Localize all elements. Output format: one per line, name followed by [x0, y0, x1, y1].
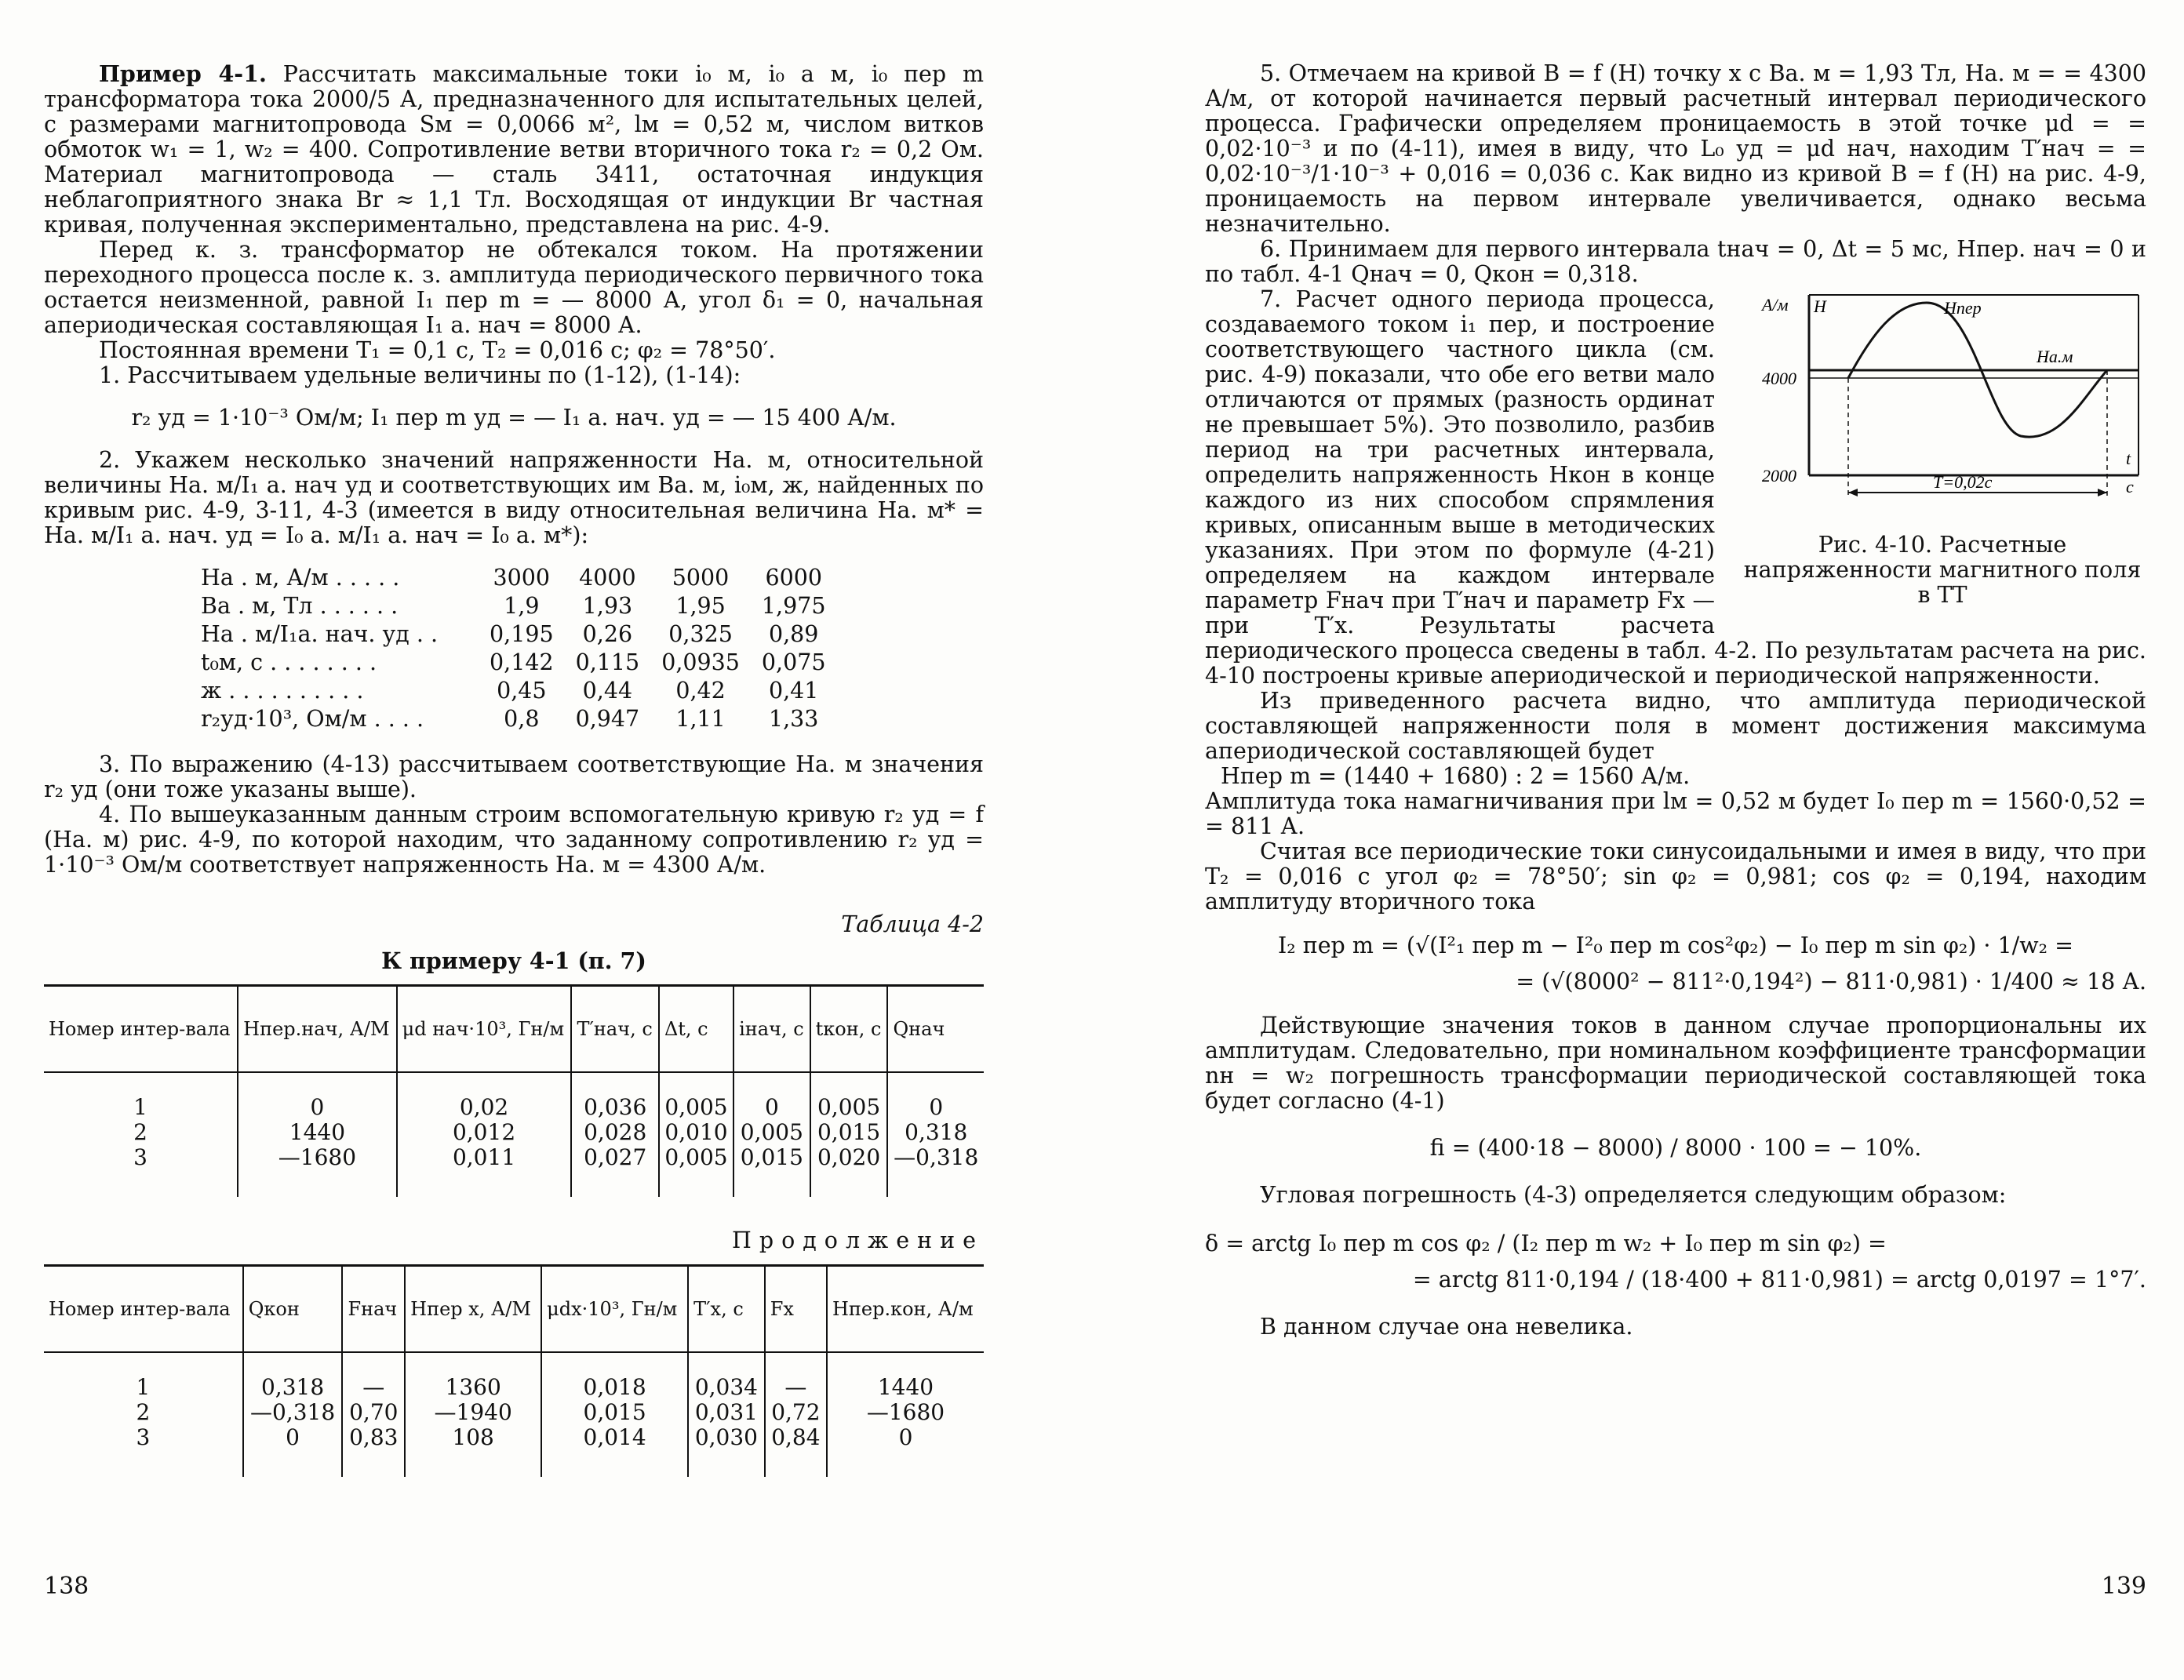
page-number-right: 139: [2101, 1573, 2146, 1600]
values-table-cell: 0,947: [575, 706, 640, 732]
values-table-cell: 0,45: [497, 678, 547, 704]
formula-fi: fi = (400·18 − 8000) / 8000 · 100 = − 10%.: [1429, 1135, 1922, 1161]
table-cell: [810, 1072, 888, 1197]
table-cell-value: 0: [898, 1424, 913, 1450]
table-cell-value: 0,027: [584, 1144, 647, 1170]
table-header-cell: tкон, с: [810, 986, 888, 1073]
values-table-cell: 0,325: [668, 621, 733, 647]
table-cell-value: —1680: [278, 1144, 357, 1170]
values-table-cell: 5000: [672, 565, 730, 591]
table-cell: [733, 1072, 810, 1197]
values-table-row: [201, 564, 837, 592]
table-cell-value: 108: [452, 1424, 494, 1450]
formula-i2-line1: I₂ пер m = (√(I²₁ пер m − I²₀ пер m cos²φ₂) − I₀ пер m sin φ₂) · 1/w₂ =: [1277, 933, 2074, 958]
table-cell-value: 0,318: [260, 1374, 325, 1400]
paragraph-step6: 6. Принимаем для первого интервала tнач = 0, Δt = 5 мс, Hпер. нач = 0 и по табл. 4-1 Qнач = 0, Qкон = 0,318.: [1205, 236, 2146, 287]
table-cell-value: 0: [310, 1094, 325, 1120]
values-table-cell: Bа . м, Тл . . . . . .: [201, 593, 399, 619]
paragraph-precondition: Перед к. з. трансформатор не обтекался током. На протяжении переходного процесса после к. з. амплитуда периодического первичного тока остается неизменной, равной I₁ пер m = — 8000 А, угол δ₁ = 0, начальная апериодическая составляющая I₁ а. нач = 8000 А.: [44, 237, 984, 338]
table-cell-value: 0,010: [664, 1119, 728, 1145]
values-table-cell: 1,95: [675, 593, 726, 619]
table-cell-value: —: [784, 1374, 807, 1400]
values-table: [201, 564, 837, 733]
table-cell-value: 1440: [289, 1119, 346, 1145]
table-cell: [688, 1352, 765, 1477]
paragraph-step7: 7. Расчет одного периода процесса, создаваемого током i₁ пер, и построение соответствующего частного цикла (см. рис. 4-9) показали, что обе его ветви мало отличаются от прямых (разность ординат не превышает 5%). Это позволило, разбив период на три расчетных интервала, определить напряженность Hкон в конце каждого из них способом спрямления кривых, описанным выше в методических указаниях. При этом по формуле (4-21) определяем на каждом интервале параметр Fнач при T′нач и параметр Fx — при T′x. Результаты расчета периодического процесса сведены в табл. 4-2. По результатам расчета на рис. 4-10 построены кривые апериодической и периодической напряженности.: [1205, 286, 2146, 689]
table-header-cell: Fнач: [342, 1266, 405, 1353]
paragraph-sinusoidal: Считая все периодические токи синусоидальными и имея в виду, что при T₂ = 0,016 с угол φ₂ = 78°50′; sin φ₂ = 0,981; cos φ₂ = 0,194, находим амплитуду вторичного тока: [1205, 838, 2146, 915]
table-cell: [765, 1352, 827, 1477]
example-paragraph: [44, 61, 984, 238]
table-header-cell: μdx·10³, Гн/м: [541, 1266, 688, 1353]
interval-table-2: [44, 1264, 984, 1477]
table-cell-value: 0,031: [694, 1399, 758, 1425]
table-title: К примеру 4-1 (п. 7): [381, 947, 646, 974]
paragraph-angular-error: Угловая погрешность (4-3) определяется следующим образом:: [1260, 1182, 2007, 1208]
values-table-cell: 0,44: [582, 678, 633, 704]
paragraph-conclusion: Из приведенного расчета видно, что амплитуда периодической составляющей напряженности поля в момент достижения максимума апериодической составляющей будет: [1205, 688, 2146, 764]
table-header-cell: Δt, с: [659, 986, 733, 1073]
table-row: [44, 1072, 984, 1197]
paragraph-step4: 4. По вышеуказанным данным строим вспомогательную кривую r₂ уд = f (Hа. м) рис. 4-9, по которой находим, что заданному сопротивлению r₂ уд = 1·10⁻³ Ом/м соответствует напряженность Hа. м = 4300 А/м.: [44, 802, 984, 878]
table-cell-value: 0,030: [694, 1424, 758, 1450]
table-cell: [571, 1072, 658, 1197]
table-header-cell: T′x, с: [688, 1266, 765, 1353]
paragraph-step1: 1. Рассчитываем удельные величины по (1-12), (1-14):: [99, 362, 741, 388]
table-cell: [659, 1072, 733, 1197]
values-table-cell: 1,9: [504, 593, 540, 619]
table-cell-value: 0,036: [584, 1094, 647, 1120]
table-header-cell: T′нач, с: [571, 986, 658, 1073]
table-header-cell: μd нач·10³, Гн/м: [397, 986, 572, 1073]
h-axis-label: H: [1814, 296, 1826, 316]
table-cell-value: 0,014: [583, 1424, 646, 1450]
interval-table-1: [44, 984, 984, 1197]
tick-2000: 2000: [1762, 466, 1796, 485]
table-cell-value: 0: [764, 1094, 779, 1120]
values-table-cell: 1,975: [761, 593, 826, 619]
table-cell: [44, 1072, 238, 1197]
arrow-left-icon: [1848, 489, 1858, 496]
values-table-cell: 0,42: [675, 678, 726, 704]
values-table-cell: 0,26: [582, 621, 633, 647]
table-header-cell: Номер интер-вала: [44, 1266, 243, 1353]
paragraph-step5: 5. Отмечаем на кривой B = f (H) точку x с Bа. м = 1,93 Тл, Hа. м = = 4300 А/м, от которой начинается первый расчетный интервал периодического процесса. Графически определяем проницаемость в этой точке μd = = 0,02·10⁻³ и по (4-11), имея в виду, что L₀ уд = μd нач, находим T′нач = = 0,02·10⁻³/1·10⁻³ + 0,016 = 0,036 с. Как видно из кривой B = f (H) на рис. 4-9, проницаемость на первом интервале увеличивается, однако весьма незначительно.: [1205, 60, 2146, 237]
formula-delta-line2: = arctg 811·0,194 / (18·400 + 811·0,981) = arctg 0,0197 = 1°7′.: [1412, 1267, 2146, 1293]
table-cell-value: 1: [133, 1094, 147, 1120]
table-header-cell: Qкон: [243, 1266, 343, 1353]
paragraph-step2: 2. Укажем несколько значений напряженности Hа. м, относительной величины Hа. м/I₁ а. нач уд и соответствующих им Bа. м, i₀м, ж, найденных по кривым рис. 4-9, 3-11, 4-3 (имеется в виду относительная величина Hа. м* = Hа. м/I₁ а. нач. уд = I₀ а. м/I₁ а. нач = I₀ а. м*):: [44, 447, 984, 548]
values-table-cell: 0,115: [575, 649, 640, 675]
table-cell-value: 0,018: [583, 1374, 646, 1400]
values-table-cell: 4000: [579, 565, 636, 591]
values-table-cell: 0,142: [490, 649, 554, 675]
table-cell-value: 0,005: [817, 1094, 881, 1120]
table-cell-value: 0: [286, 1424, 300, 1450]
values-table-cell: 1,33: [768, 706, 819, 732]
table-cell-value: 3: [133, 1144, 147, 1170]
y-unit-label: А/м: [1762, 295, 1789, 315]
paragraph-magnetizing-current: Амплитуда тока намагничивания при lм = 0,52 м будет I₀ пер m = 1560·0,52 = = 811 А.: [1205, 788, 2146, 839]
table-cell-value: 0,318: [905, 1119, 968, 1145]
table-cell-value: 0,015: [583, 1399, 646, 1425]
table-cell-value: 2: [133, 1119, 147, 1145]
values-table-row: [201, 677, 837, 705]
c-unit-label: с: [2126, 477, 2134, 496]
figure-4-10: [1738, 287, 2146, 608]
table-header-cell: iнач, с: [733, 986, 810, 1073]
table-header-cell: Fx: [765, 1266, 827, 1353]
table-cell: [44, 1352, 243, 1477]
table-cell-value: 0,011: [452, 1144, 516, 1170]
values-table-cell: t₀м, с . . . . . . . .: [201, 649, 377, 675]
table-cell: [397, 1072, 572, 1197]
table-cell-value: 0,015: [817, 1119, 881, 1145]
values-table-cell: 0,89: [768, 621, 819, 647]
table-cell-value: 1440: [877, 1374, 934, 1400]
values-table-cell: 0,075: [761, 649, 826, 675]
table-cell-value: —1940: [434, 1399, 512, 1425]
table-cell: [243, 1352, 343, 1477]
values-table-cell: 3000: [493, 565, 551, 591]
values-table-cell: 1,11: [675, 706, 726, 732]
period-label: T=0,02с: [1933, 472, 1993, 492]
formula-i2-line2: = (√(8000² − 811²·0,194²) − 811·0,981) · 1/400 ≈ 18 А.: [1516, 969, 2146, 995]
table-cell-value: 1: [136, 1374, 151, 1400]
table-cell-value: 2: [136, 1399, 151, 1425]
example-text: Рассчитать максимальные токи i₀ м, i₀ а м, i₀ пер m трансформатора тока 2000/5 А, предназначенного для испытательных целей, с размерами магнитопровода Sм = 0,0066 м², lм = 0,52 м, числом витков обмоток w₁ = 1, w₂ = 400. Сопротивление ветви вторичного тока r₂ = 0,2 Ом. Материал магнитопровода — сталь 3411, остаточная индукция неблагоприятного знака Br ≈ 1,1 Тл. Восходящая от индукции Br частная кривая, полученная экспериментально, представлена на рис. 4-9.: [44, 61, 985, 238]
table-cell-value: 0,015: [740, 1144, 803, 1170]
table-cell-value: 0,005: [664, 1094, 728, 1120]
values-table-row: [201, 705, 837, 733]
table-header-cell: Hпер x, А/М: [405, 1266, 541, 1353]
values-table-cell: 6000: [765, 565, 822, 591]
example-title: Пример 4-1.: [99, 60, 267, 87]
table-cell-value: —0,318: [249, 1399, 336, 1425]
values-table-cell: Hа . м, А/м . . . . .: [201, 565, 400, 591]
table-row: [44, 1352, 984, 1477]
paragraph-step3: 3. По выражению (4-13) рассчитываем соответствующие Hа. м значения r₂ уд (они тоже указаны выше).: [44, 751, 984, 802]
values-table-cell: 0,41: [768, 678, 819, 704]
table-cell-value: 0,02: [459, 1094, 509, 1120]
formula-hper: Hпер m = (1440 + 1680) : 2 = 1560 А/м.: [1221, 763, 1691, 789]
table-cell: [541, 1352, 688, 1477]
hper-label: Hпер: [1944, 298, 1982, 318]
table-cell: [238, 1072, 397, 1197]
arrow-right-icon: [2098, 489, 2107, 496]
table-header-cell: Qнач: [887, 986, 984, 1073]
table-cell-value: 0: [929, 1094, 944, 1120]
table-cell-value: 3: [136, 1424, 151, 1450]
table-cell-value: 0,72: [771, 1399, 821, 1425]
table-header-cell: Hпер.кон, А/м: [827, 1266, 984, 1353]
values-table-cell: 1,93: [582, 593, 633, 619]
values-table-cell: ж . . . . . . . . . .: [201, 678, 364, 704]
continuation-label: Продолжение: [731, 1227, 984, 1253]
t-axis-label: t: [2126, 449, 2131, 468]
tick-4000: 4000: [1762, 369, 1796, 388]
right-page: [1092, 0, 2184, 1680]
table-cell-value: 0,70: [349, 1399, 399, 1425]
table-cell-value: 0,028: [584, 1119, 647, 1145]
values-table-row: [201, 592, 837, 620]
table-cell-value: 1360: [445, 1374, 501, 1400]
values-table-cell: 0,0935: [661, 649, 740, 675]
values-table-cell: 0,195: [490, 621, 554, 647]
table-cell: [342, 1352, 405, 1477]
values-table-cell: 0,8: [504, 706, 540, 732]
page-number-left: 138: [44, 1573, 89, 1600]
table-cell: [887, 1072, 984, 1197]
table-cell-value: 0,034: [694, 1374, 758, 1400]
paragraph-time-constants: Постоянная времени T₁ = 0,1 с, T₂ = 0,016 с; φ₂ = 78°50′.: [99, 337, 776, 363]
formula-delta-line1: δ = arctg I₀ пер m cos φ₂ / (I₂ пер m w₂ + I₀ пер m sin φ₂) =: [1205, 1231, 1887, 1256]
table-cell: [827, 1352, 984, 1477]
table-header-cell: Hпер.нач, А/М: [238, 986, 397, 1073]
left-column: [44, 61, 984, 1477]
table-cell-value: 0,005: [664, 1144, 728, 1170]
table-header-cell: Номер интер-вала: [44, 986, 238, 1073]
values-table-cell: Hа . м/I₁а. нач. уд . .: [201, 621, 439, 647]
values-table-row: [201, 649, 837, 677]
table-cell-value: 0,005: [740, 1119, 803, 1145]
table-caption: Таблица 4-2: [841, 911, 984, 937]
table-cell-value: 0,020: [817, 1144, 881, 1170]
paragraph-final: В данном случае она невелика.: [1260, 1314, 1633, 1340]
paragraph-effective-values: Действующие значения токов в данном случае пропорциональны их амплитудам. Следовательно, при номинальном коэффициенте трансформации nн = w₂ погрешность трансформации периодической составляющей тока будет согласно (4-1): [1205, 1013, 2146, 1114]
table-cell-value: 0,012: [452, 1119, 516, 1145]
values-table-row: [201, 620, 837, 649]
table-cell-value: —1680: [866, 1399, 945, 1425]
formula-specific-values: r₂ уд = 1·10⁻³ Ом/м; I₁ пер m уд = — I₁ а. нач. уд = — 15 400 А/м.: [131, 405, 897, 431]
right-column: [1205, 61, 2146, 1340]
table-cell-value: 0,83: [349, 1424, 399, 1450]
table-cell-value: —0,318: [894, 1144, 979, 1170]
table-cell: [405, 1352, 541, 1477]
table-cell-value: —: [362, 1374, 385, 1400]
figure-caption: Рис. 4-10. Расчетные напряженности магнитного поля в ТТ: [1743, 532, 2142, 608]
field-strength-plot: [1738, 287, 2146, 522]
values-table-cell: r₂уд·10³, Ом/м . . . .: [201, 706, 424, 732]
table-cell-value: 0,84: [771, 1424, 821, 1450]
ham-label: Hа.м: [2037, 347, 2073, 366]
